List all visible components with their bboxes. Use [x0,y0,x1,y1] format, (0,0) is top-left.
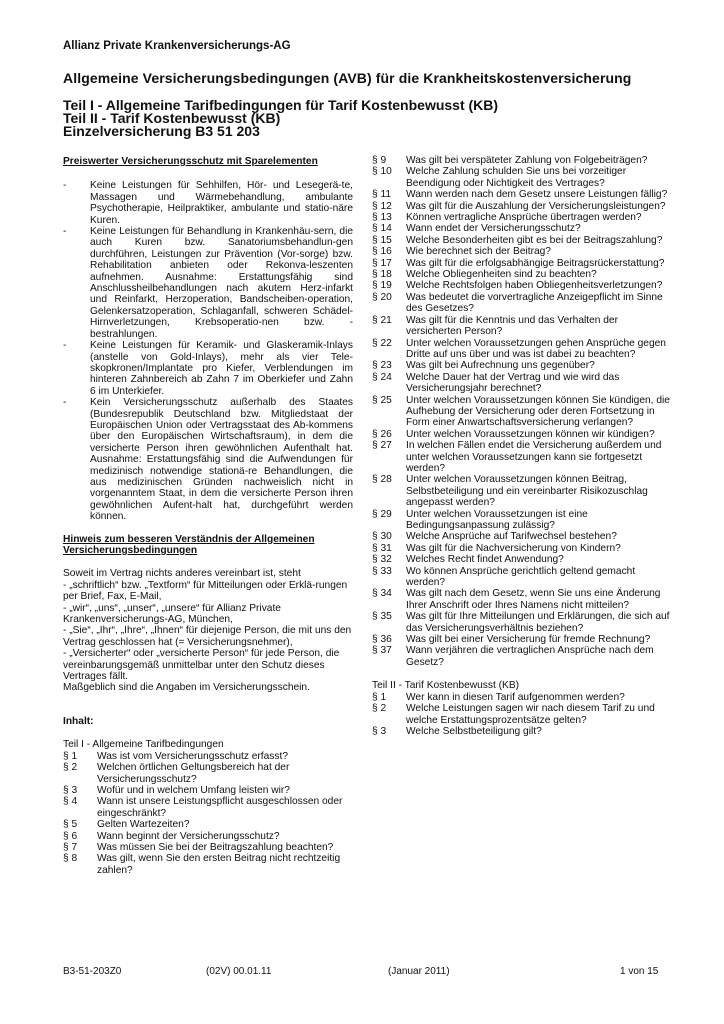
right-column [372,155,672,737]
footer-form-number: B3-51-203Z0 [63,966,122,977]
toc-entry[interactable]: § 1 Wer kann in diesen Tarif aufgenommen werden? [372,691,625,703]
toc-entry[interactable]: § 18 Welche Obliegenheiten sind zu beachten? [372,269,597,281]
toc-entry[interactable]: § 4 Wann ist unsere Leistungspflicht ausgeschlossen oder eingeschränkt? [63,796,343,819]
footer-page-number: 1 von 15 [620,966,659,977]
toc-entry[interactable]: § 6 Wann beginnt der Versicherungsschutz? [63,830,280,842]
list-item: - Keine Leistungen für Behandlung in Krankenhäu-sern, die auch Kuren bzw. Sanatoriumsbehandlun-gen durchführen, Leistungen zur Prävention (Vor-sorge) bzw. Rehabilitation anbieten oder Rekonva-leszenten aufnehmen. Ausnahme: Erstattungsfähig sind Anschlussheilbehandlungen nach akutem Herz-infarkt und Reinfarkt, Herzoperation, Bandscheiben-operation, Gelenkersatzoperation, Schlaganfall, schweren Schädel-Hirnverletzungen, Krebsoperatio-nen bzw. -bestrahlungen. [63,226,353,340]
toc-entry[interactable]: § 22 Unter welchen Voraussetzungen gehen Ansprüche gegen Dritte auf uns über und was ist dabei zu beachten? [372,337,666,360]
toc-entry[interactable]: § 15 Welche Besonderheiten gibt es bei der Beitragszahlung? [372,234,663,246]
toc-entry[interactable]: § 33 Wo können Ansprüche gerichtlich geltend gemacht werden? [372,565,636,589]
toc-entry[interactable]: § 31 Was gilt für die Nachversicherung von Kindern? [372,542,621,554]
list-item: - Kein Versicherungsschutz außerhalb des Staates (Bundesrepublik Deutschland bzw. Mitgliedstaat der Europäischen Union oder Vertragsstaat des Ab-kommens über den Europäischen Wirtschaftsraum), in dem die versicherte Person ihren gewöhnlichen Aufenthalt hat. Ausnahme: Erstattungsfähig sind die Aufwendungen für medizinisch notwendige stationä-re Behandlungen, die aus medizinischen Gründen nachweislich nicht in vorgenanntem Staat, in dem die versicherte Person ihren gewöhnlichen Aufent-halt hat, durchgeführt werden können. [63,397,353,523]
footer-date: (Januar 2011) [388,966,450,977]
footer-version: (02V) 00.01.11 [206,966,272,977]
section-title-sparelemente: Preiswerter Versicherungsschutz mit Sparelementen [63,156,318,167]
company-name: Allianz Private Krankenversicherungs-AG [63,40,291,52]
toc-entry[interactable]: § 25 Unter welchen Voraussetzungen können Sie kündigen, die Aufhebung der Versicherung oder deren Fortsetzung in Form einer Anwartschaftsversicherung verlangen? [372,394,670,429]
toc-entry[interactable]: § 37 Wann verjähren die vertraglichen Ansprüche nach dem Gesetz? [372,645,654,668]
toc-entry[interactable]: § 12 Was gilt für die Auszahlung der Versicherungsleistungen? [372,200,666,212]
toc-entry[interactable]: § 8 Was gilt, wenn Sie den ersten Beitrag nicht rechtzeitig zahlen? [63,853,341,876]
toc-entry[interactable]: § 7 Was müssen Sie bei der Beitragszahlung beachten? [63,841,334,853]
toc-left [63,751,353,876]
toc-entry[interactable]: § 29 Unter welchen Voraussetzungen ist eine Bedingungsanpassung zulässig? [372,508,588,531]
toc-entry[interactable]: § 32 Welches Recht findet Anwendung? [372,554,564,566]
toc-entry[interactable]: § 2 Welchen örtlichen Geltungsbereich hat der Versicherungsschutz? [63,762,290,785]
toc-entry[interactable]: § 34 Was gilt nach dem Gesetz, wenn Sie uns eine Änderung Ihrer Anschrift oder Ihres Namens nicht mitteilen? [372,588,661,611]
toc-entry[interactable]: § 23 Was gilt bei Aufrechnung uns gegenüber? [372,360,595,372]
toc-entry[interactable]: § 1 Was ist vom Versicherungsschutz erfasst? [63,750,288,762]
toc-entry[interactable]: § 19 Welche Rechtsfolgen haben Obliegenheitsverletzungen? [372,280,663,292]
toc-right [372,155,672,668]
section-title-hinweis: Hinweis zum besseren Verständnis der Allgemeinen Versicherungsbedingungen [63,533,315,556]
document-title: Allgemeine Versicherungsbedingungen (AVB) für die Krankheitskostenversicherung [63,70,632,86]
list-item: - Keine Leistungen für Sehhilfen, Hör- und Lesegerä-te, Massagen und Wärmebehandlung, ambulante Psychotherapie, Heilpraktiker, ambulante und statio-näre Kuren. [63,180,353,226]
subtitle-line-1: Teil I - Allgemeine Tarifbedingungen für Tarif Kostenbewusst (KB) [63,97,499,113]
toc-entry[interactable]: § 13 Können vertragliche Ansprüche übertragen werden? [372,212,642,224]
toc-entry[interactable]: § 3 Welche Selbstbeteiligung gilt? [372,725,542,737]
toc-entry[interactable]: § 35 Was gilt für Ihre Mitteilungen und Erklärungen, die sich auf das Versicherungsverhältnis beziehen? [372,611,670,634]
toc-entry[interactable]: § 17 Was gilt für die erfolgsabhängige Beitragsrückerstattung? [372,257,665,269]
toc-entry[interactable]: § 36 Was gilt bei einer Versicherung für fremde Rechnung? [372,634,651,646]
toc-entry[interactable]: § 21 Was gilt für die Kenntnis und das Verhalten der versicherten Person? [372,314,618,338]
toc-entry[interactable]: § 26 Unter welchen Voraussetzungen können wir kündigen? [372,428,655,440]
toc-right-teil2 [372,692,672,738]
toc-entry[interactable]: § 14 Wann endet der Versicherungsschutz? [372,223,581,235]
toc-entry[interactable]: § 20 Was bedeutet die vorvertragliche Anzeigepflicht im Sinne des Gesetzes? [372,291,663,315]
toc-entry[interactable]: § 16 Wie berechnet sich der Beitrag? [372,246,551,258]
toc-entry[interactable]: § 30 Welche Ansprüche auf Tarifwechsel bestehen? [372,531,617,543]
toc-entry[interactable]: § 24 Welche Dauer hat der Vertrag und wie wird das Versicherungsjahr berechnet? [372,371,620,395]
subtitle-line-2: Teil II - Tarif Kostenbewusst (KB) [63,110,281,126]
inhalt-heading: Inhalt: [63,715,94,727]
subtitle-line-3: Einzelversicherung B3 51 203 [63,123,260,139]
toc-entry[interactable]: § 27 In welchen Fällen endet die Versicherung außerdem und unter welchen Voraussetzungen kann sie fortgesetzt werden? [372,440,662,474]
toc-entry[interactable]: § 28 Unter welchen Voraussetzungen können Beitrag, Selbstbeteiligung und ein vereinbarter Risikozuschlag angepasst werden? [372,474,648,509]
toc-entry[interactable]: § 3 Wofür und in welchem Umfang leisten wir? [63,784,290,796]
teil1-label: Teil I - Allgemeine Tarifbedingungen [63,739,224,751]
toc-entry[interactable]: § 2 Welche Leistungen sagen wir nach diesem Tarif zu und welche Erstattungsprozentsätze gelten? [372,703,655,726]
toc-entry[interactable]: § 5 Gelten Wartezeiten? [63,819,190,831]
toc-entry[interactable]: § 10 Welche Zahlung schulden Sie uns bei vorzeitiger Beendigung oder Nichtigkeit des Vertrages? [372,166,627,189]
toc-entry[interactable]: § 11 Wann werden nach dem Gesetz unsere Leistungen fällig? [372,189,668,201]
list-item: - Keine Leistungen für Keramik- und Glaskeramik-Inlays (anstelle von Gold-Inlays), mehr als vier Tele-skopkronen/Implantate pro Kiefer, Verblendungen im hinteren Zahnbereich ab Zahn 7 im Oberkiefer und Zahn 6 im Unterkiefer. [63,340,353,397]
exclusion-list [63,180,353,522]
left-column [63,156,353,876]
toc-entry[interactable]: § 9 Was gilt bei verspäteter Zahlung von Folgebeiträgen? [372,155,648,166]
hint-paragraph: Soweit im Vertrag nichts anderes vereinbart ist, steht - „schriftlich“ bzw. „Textform“ für Mitteilungen oder Erklä-rungen per Brief, Fax, E-Mail, - „wir“, „uns“, „unser“, „unsere“ für Allianz Private Krankenversicherungs-AG, München, - „Sie“, „Ihr“, „Ihre“, „Ihnen“ für diejenige Person, die mit uns den Vertrag geschlossen hat (= Versicherungsnehmer), - „Versicherter“ oder „versicherte Person“ für jede Person, die vereinbarungsgemäß unmittelbar unter den Schutz dieses Vertrages fällt. Maßgeblich sind die Angaben im Versicherungsschein. [63,568,352,694]
teil2-label: Teil II - Tarif Kostenbewusst (KB) [372,680,520,692]
